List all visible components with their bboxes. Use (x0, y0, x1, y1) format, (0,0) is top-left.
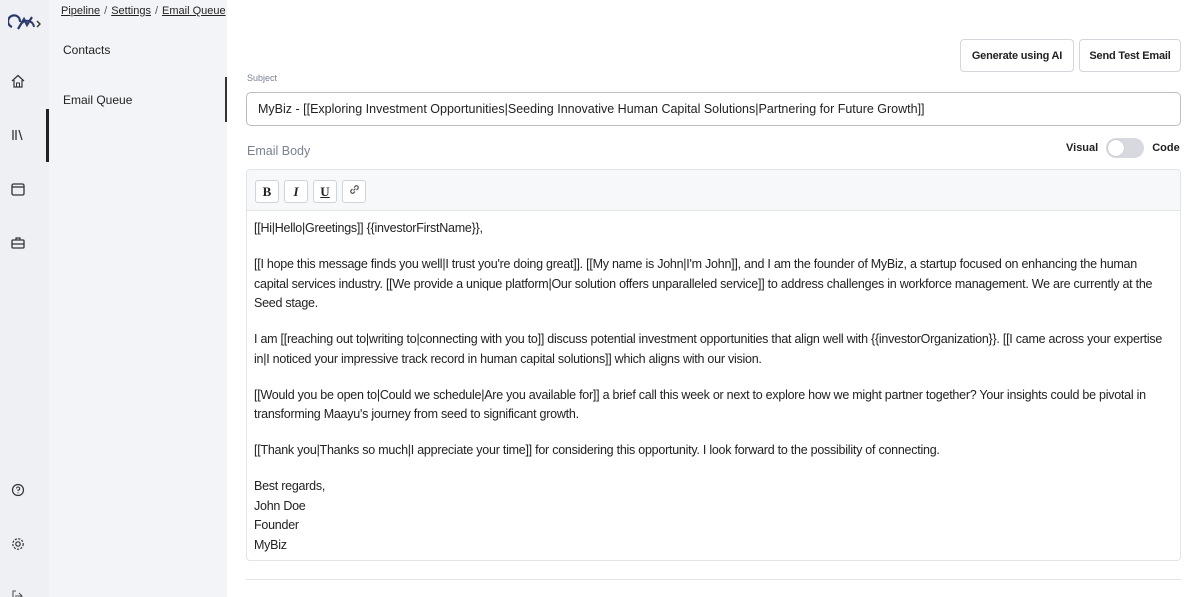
breadcrumb-separator: / (104, 5, 108, 17)
visual-label: Visual (1066, 142, 1099, 154)
email-body-editor (246, 169, 1181, 561)
link-icon (348, 183, 361, 200)
visual-code-toggle[interactable] (1106, 138, 1144, 158)
app-logo-icon[interactable] (8, 13, 44, 35)
breadcrumb (61, 5, 226, 17)
breadcrumb-settings[interactable]: Settings (111, 5, 151, 17)
body-paragraph: I am [[reaching out to|writing to|connecting with you to]] discuss potential investment opportunities that align well with {{investorOrganization}}. [[I came across your expertise in|I noticed your impressive track record in human capital solutions]] which aligns with our vision. (254, 332, 1163, 366)
briefcase-icon[interactable] (10, 235, 26, 251)
send-test-email-button[interactable]: Send Test Email (1079, 39, 1181, 72)
left-rail (0, 0, 49, 597)
visual-code-toggle-group (1066, 138, 1180, 158)
editor-toolbar (247, 170, 1180, 211)
signature-line: Best regards, (254, 479, 326, 493)
code-label: Code (1152, 142, 1180, 154)
email-body-label: Email Body (247, 144, 311, 158)
section-divider (246, 579, 1181, 580)
toggle-knob (1108, 140, 1124, 156)
email-body-content[interactable] (247, 211, 1180, 555)
settings-subnav (49, 0, 227, 597)
italic-button[interactable]: I (284, 180, 308, 203)
signature-line: Founder (254, 518, 299, 532)
signature-line: John Doe (254, 498, 306, 513)
breadcrumb-email-queue[interactable]: Email Queue (162, 5, 226, 17)
calendar-icon[interactable] (10, 181, 26, 197)
subnav-active-indicator (225, 77, 227, 122)
subnav-item-email-queue[interactable]: Email Queue (63, 93, 133, 107)
settings-icon[interactable] (10, 536, 26, 552)
logout-icon[interactable] (10, 588, 26, 597)
subnav-item-contacts[interactable]: Contacts (63, 43, 111, 57)
subject-label: Subject (247, 73, 278, 83)
library-icon[interactable] (10, 127, 26, 143)
help-icon[interactable] (10, 482, 26, 498)
bold-button[interactable]: B (255, 180, 279, 203)
underline-button[interactable]: U (313, 180, 337, 203)
breadcrumb-pipeline[interactable]: Pipeline (61, 5, 101, 17)
link-button[interactable] (342, 180, 366, 203)
breadcrumb-separator: / (154, 5, 159, 17)
body-paragraph: [[Would you be open to|Could we schedule|Are you available for]] a brief call this week or next to explore how we might partner together? Your insights could be pivotal in transforming Maayu's journey from seed to significant growth. (254, 387, 1146, 421)
home-icon[interactable] (10, 73, 26, 89)
body-paragraph: [[Hi|Hello|Greetings]] {{investorFirstName}}, (254, 221, 483, 235)
body-paragraph: [[Thank you|Thanks so much|I appreciate your time]] for considering this opportunity. I look forward to the possibility of connecting. (254, 443, 940, 457)
signature-line: MyBiz (254, 537, 287, 552)
generate-ai-button[interactable]: Generate using AI (960, 39, 1074, 72)
subject-input[interactable]: MyBiz - [[Exploring Investment Opportunities|Seeding Innovative Human Capital Solutions|Partnering for Future Growth]] (246, 92, 1181, 126)
body-paragraph: [[I hope this message finds you well|I trust you're doing great]]. [[My name is John|I'm John]], and I am the founder of MyBiz, a startup focused on enhancing the human capital services industry. [[We provide a unique platform|Our solution offers unparalleled service]] to address challenges in workforce management. We are currently at the Seed stage. (254, 257, 1153, 310)
